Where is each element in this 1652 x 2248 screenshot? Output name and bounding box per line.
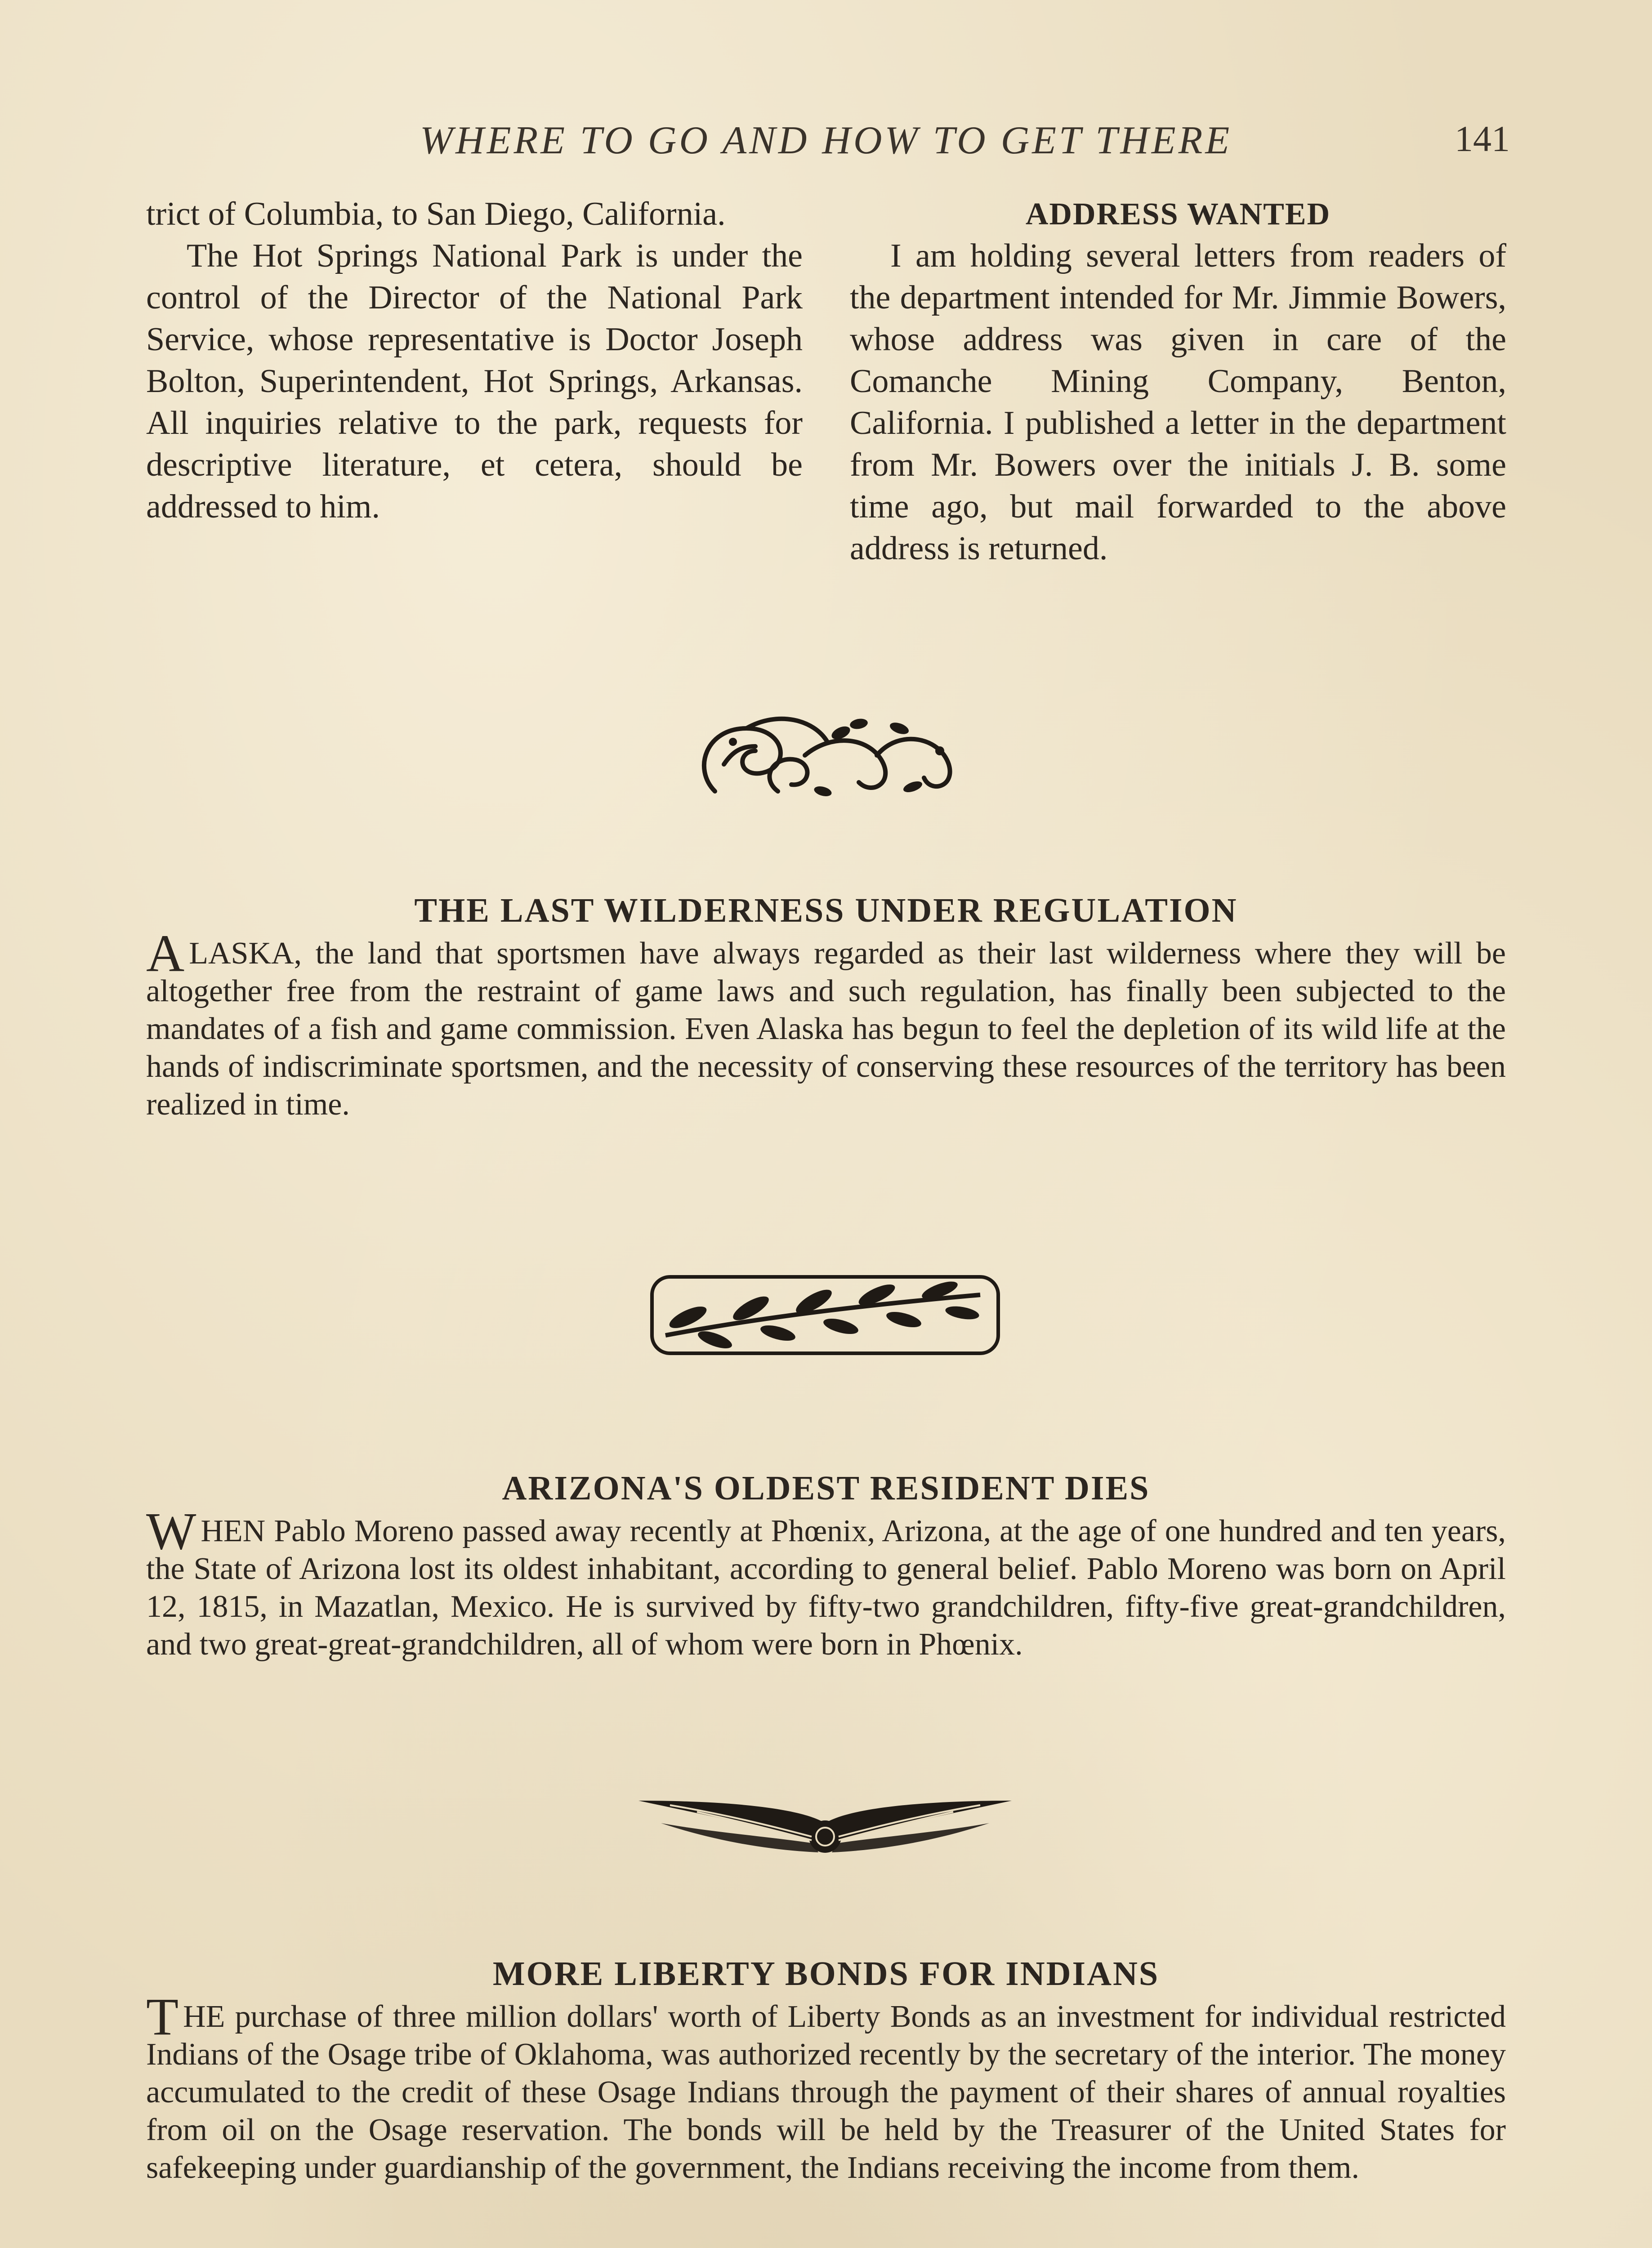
article-last-wilderness xyxy=(146,888,1506,1124)
article-text: HE purchase of three million dollars' worth of Liberty Bonds as an investment for individual restricted Indians of the Osage tribe of Oklahoma, was authorized recently by the secretary of the interior. The money accumulated to the credit of these Osage Indians through the payment of their shares of annual royalties from oil on the Osage reservation. The bonds will be held by the Treasurer of the United States for safekeeping under guardianship of the government, the Indians receiving the income from them. xyxy=(146,1999,1506,2185)
article-title: MORE LIBERTY BONDS FOR INDIANS xyxy=(492,1955,1160,1993)
leaf-band-ornament xyxy=(647,1268,1003,1362)
article-liberty-bonds xyxy=(146,1951,1506,2187)
article-text: HEN Pablo Moreno passed away recently at Phœnix, Arizona, at the age of one hundred and ten years, the State of Arizona lost its oldest inhabitant, according to general belief. Pablo Moreno was born on April 12, 1815, in Mazatlan, Mexico. He is survived by fifty-two grandchildren, fifty-five great-grandchildren, and two great-great-grandchildren, all of whom were born in Phœnix. xyxy=(146,1514,1506,1662)
running-title: WHERE TO GO AND HOW TO GET THERE xyxy=(420,119,1232,162)
article-title: THE LAST WILDERNESS UNDER REGULATION xyxy=(414,892,1238,929)
article-title: ARIZONA'S OLDEST RESIDENT DIES xyxy=(502,1469,1150,1507)
article-body xyxy=(146,1987,1506,2187)
winged-ornament xyxy=(634,1792,1016,1868)
article-body xyxy=(146,1502,1506,1664)
left-paragraph-1: trict of Columbia, to San Diego, California. xyxy=(146,196,726,232)
address-wanted-title: ADDRESS WANTED xyxy=(1025,197,1331,232)
right-paragraph-1: I am holding several letters from readers of the department intended for Mr. Jimmie Bowers, whose address was given in care of the Comanche Mining Company, Benton, California. I published a letter in the department from Mr. Bowers over the initials J. B. some time ago, but mail forwarded to the above address is returned. xyxy=(850,237,1506,567)
drop-cap: T xyxy=(146,1987,179,2046)
page-number: 141 xyxy=(1455,118,1510,159)
left-paragraph-2: The Hot Springs National Park is under the control of the Director of the National Park Service, whose representative is Doctor Joseph Bolton, Superintendent, Hot Springs, Arkansas. All inquiries relative to the park, requests for descriptive literature, et cetera, should be addressed to him. xyxy=(146,237,803,525)
drop-cap: A xyxy=(146,924,185,983)
drop-cap: W xyxy=(146,1502,196,1561)
left-column xyxy=(146,193,803,528)
right-column xyxy=(850,193,1506,570)
article-body xyxy=(146,924,1506,1124)
article-arizona-oldest-resident xyxy=(146,1466,1506,1664)
article-text: LASKA, the land that sportsmen have always regarded as their last wilderness where they will be altogether free from the restraint of game laws and such regulation, has finally been subjected to the mandates of a fish and game commission. Even Alaska has begun to feel the depletion of its wild life at the hands of indiscriminate sportsmen, and the necessity of conserving these resources of the territory has been realized in time. xyxy=(146,936,1506,1122)
scroll-vine-ornament xyxy=(688,701,967,809)
